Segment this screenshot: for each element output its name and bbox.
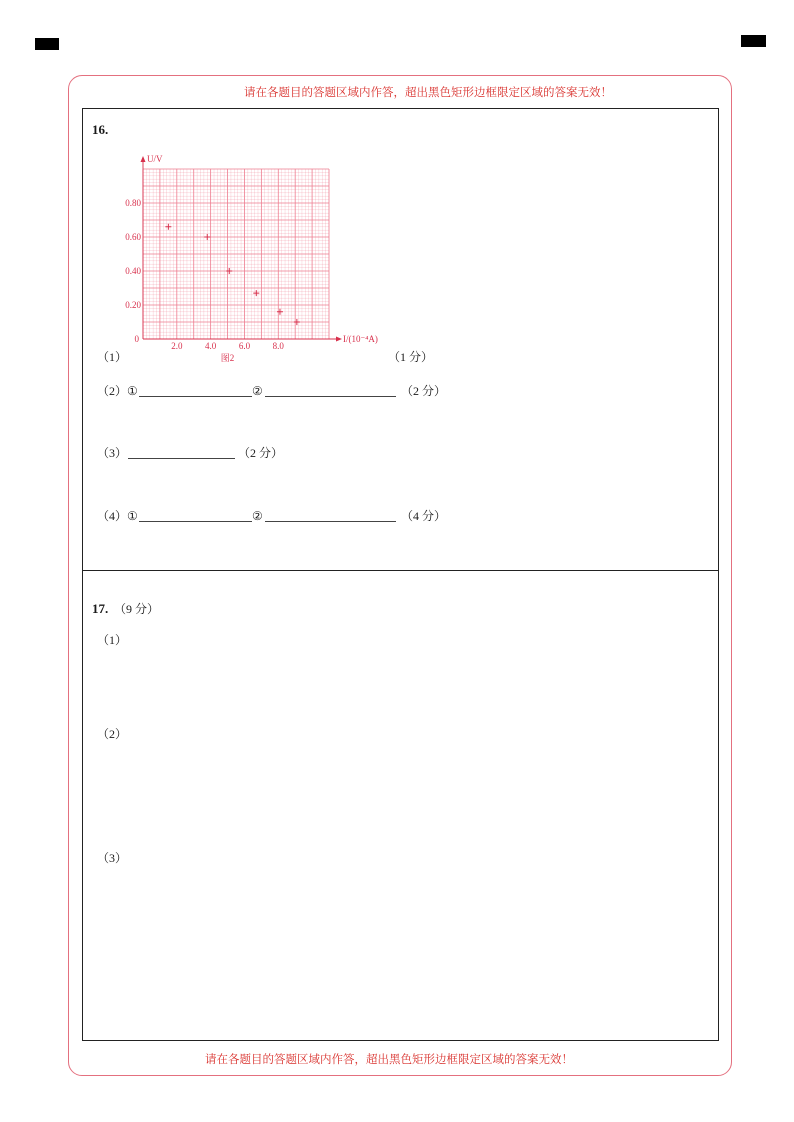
part-score: （1 分） <box>388 350 434 364</box>
part-score: （2 分） <box>401 384 447 398</box>
data-point <box>226 268 232 274</box>
blank-marker-2: ② <box>252 384 263 398</box>
grid-major-lines <box>143 169 329 339</box>
q16-part-4 <box>97 509 457 523</box>
data-point <box>204 234 210 240</box>
q17-part-2 <box>97 727 457 741</box>
alignment-mark-left <box>35 38 59 50</box>
y-tick-label: 0.60 <box>125 232 141 242</box>
x-tick-label: 4.0 <box>205 341 217 351</box>
x-tick-label: 8.0 <box>272 341 284 351</box>
x-tick-label: 2.0 <box>171 341 183 351</box>
iv-graph <box>110 150 400 370</box>
x-axis-label: I/(10⁻⁴A) <box>343 334 378 344</box>
data-point <box>253 290 259 296</box>
x-tick-label: 6.0 <box>238 341 251 351</box>
question-score: （9 分） <box>114 602 160 616</box>
q16-header <box>92 123 452 137</box>
answer-blank-1 <box>139 396 252 397</box>
blank-marker-1: ① <box>127 384 138 398</box>
blank-marker-2: ② <box>252 509 263 523</box>
warning-bottom: 请在各题目的答题区域内作答，超出黑色矩形边框限定区域的答案无效！ <box>205 1052 573 1066</box>
question-number: 17. <box>92 601 109 616</box>
alignment-mark-right <box>741 35 766 47</box>
warning-top: 请在各题目的答题区域内作答，超出黑色矩形边框限定区域的答案无效！ <box>244 85 612 99</box>
data-point <box>294 319 300 325</box>
part-label: （1） <box>97 350 128 364</box>
part-score: （2 分） <box>238 446 284 460</box>
origin-label: 0 <box>134 334 139 344</box>
data-point <box>277 309 283 315</box>
q17-part-1 <box>97 633 457 647</box>
answer-blank-1 <box>139 521 252 522</box>
q17-part-3 <box>97 851 457 865</box>
part-label: （2） <box>97 727 128 741</box>
y-tick-label: 0.40 <box>125 266 141 276</box>
y-tick-label: 0.80 <box>125 198 141 208</box>
y-axis-arrow <box>141 156 146 162</box>
data-point <box>165 224 171 230</box>
answer-blank <box>128 458 235 459</box>
part-label: （1） <box>97 633 128 647</box>
part-label: （2） <box>97 384 128 398</box>
part-label: （3） <box>97 851 128 865</box>
answer-blank-2 <box>265 396 396 397</box>
q17-header <box>92 602 452 616</box>
q16-part-3 <box>97 446 457 460</box>
question-number: 16. <box>92 122 109 137</box>
part-label: （3） <box>97 446 128 460</box>
blank-marker-1: ① <box>127 509 138 523</box>
section-divider <box>82 570 719 571</box>
part-score: （4 分） <box>401 509 447 523</box>
part-label: （4） <box>97 509 128 523</box>
x-axis-arrow <box>336 337 342 342</box>
answer-blank-2 <box>265 521 396 522</box>
figure-caption: 图2 <box>220 353 235 363</box>
y-tick-label: 0.20 <box>125 300 141 310</box>
q16-part-1 <box>97 350 457 364</box>
q16-part-2 <box>97 384 457 398</box>
y-axis-label: U/V <box>147 154 163 164</box>
